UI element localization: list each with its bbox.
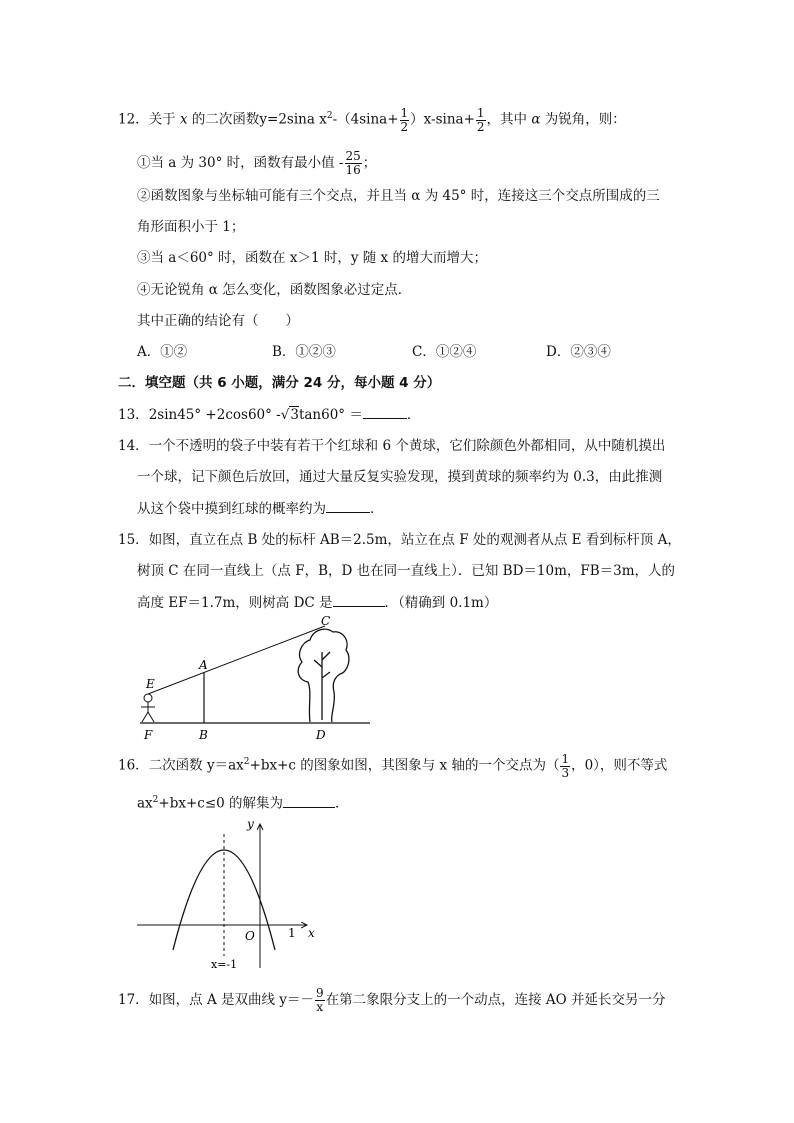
label-origin: O: [245, 929, 255, 943]
q12-statement-4: ④无论锐角 α 怎么变化，函数图象必过定点．: [137, 282, 412, 298]
q12-stem: 12．关于 x 的二次函数y=2sina $x^2-(4\sin a+$ $\frac{1}{2}$ ）x-sina+ $\frac{1}{2}$ ，其中 α 为锐角，则：: [118, 105, 626, 134]
label-axis-equation: x=-1: [211, 958, 238, 971]
q14-line2: 一个球，记下颜色后放回，通过大量反复实验发现，摸到黄球的频率约为 0.3，由此推测: [137, 469, 663, 485]
q16-line1: 16．二次函数 $y=ax^2+bx+c$ 的图象如图，其图象与 x 轴的一个交点为（ $\frac{1}{3}$ ，0），则不等式: [118, 751, 668, 780]
q15-line2: 树顶 C 在同一直线上（点 F，B，D 也在同一直线上）．已知 BD＝10m，FB＝3m，人的: [137, 563, 676, 579]
q12-option-c[interactable]: C．①②④: [412, 344, 477, 360]
q14-answer-blank[interactable]: [326, 498, 370, 513]
q16-answer-blank[interactable]: [283, 793, 335, 808]
q13-answer-blank[interactable]: [363, 404, 407, 419]
q13: 13．2sin45° +2cos60° -√3tan60° ＝ ．: [118, 404, 420, 425]
q17-frac: $\frac{9}{x}$: [315, 986, 324, 1014]
person-figure: [141, 694, 155, 722]
label-c: C: [321, 614, 331, 628]
q12-s1-frac: $\frac{25}{16}$: [345, 149, 361, 177]
q12-frac-1: $\frac{1}{2}$: [400, 105, 409, 134]
label-d: D: [316, 728, 326, 742]
q12-statement-3: ③当 a＜60° 时，函数在 x＞1 时，y 随 x 的增大而增大；: [137, 250, 487, 266]
q12-statement-2a: ②函数图象与坐标轴可能有三个交点，并且当 α 为 45° 时，连接这三个交点所围成的三: [137, 188, 660, 204]
q15-answer-blank[interactable]: [333, 592, 385, 607]
tree-figure: [298, 629, 349, 722]
q12-option-d[interactable]: D．②③④: [546, 344, 611, 360]
label-a: A: [199, 658, 208, 672]
q12-statement-2b: 角形面积小于 1；: [137, 219, 245, 235]
q16-figure: [135, 816, 325, 972]
q16-line2: $ax^2+bx+c\le 0$ 的解集为 ．: [137, 790, 349, 814]
q12-frac-2: $\frac{1}{2}$: [476, 105, 485, 134]
label-x: x: [308, 926, 315, 940]
q14-line1: 14．一个不透明的袋子中装有若干个红球和 6 个黄球，它们除颜色外都相同，从中随机摸出: [118, 438, 666, 454]
q15-figure: [130, 612, 380, 744]
sqrt-symbol: √3: [280, 407, 299, 423]
q17: 17．如图，点 A 是双曲线 y＝－ $\frac{9}{x}$ 在第二象限分支上的一个动点，连接 AO 并延长交另一分: [118, 986, 666, 1014]
q12-ask: 其中正确的结论有（ ）: [137, 313, 299, 329]
label-f: F: [144, 728, 153, 742]
q12-option-b[interactable]: B．①②③: [272, 344, 336, 360]
q15-line1: 15．如图，直立在点 B 处的标杆 AB＝2.5m，站立在点 F 处的观测者从点 E 看到标杆顶 A，: [118, 532, 681, 548]
sight-line: [148, 626, 325, 694]
section-title: 二．填空题（共 6 小题，满分 24 分，每小题 4 分）: [118, 375, 441, 391]
q12-number: 12．: [118, 111, 149, 128]
q15-line3: 高度 EF＝1.7m，则树高 DC 是 ．（精确到 0.1m）: [137, 592, 497, 613]
label-e: E: [146, 677, 155, 691]
q14-line3: 从这个袋中摸到红球的概率约为 ．: [137, 498, 384, 519]
label-b: B: [199, 728, 208, 742]
q16-frac: $\frac{1}{3}$: [561, 751, 570, 780]
label-one: 1: [288, 926, 296, 940]
q12-statement-1: ①当 a 为 30° 时，函数有最小值 - $\frac{25}{16}$ ；: [137, 149, 377, 177]
q12-option-a[interactable]: A．①②: [137, 344, 188, 360]
label-y: y: [247, 817, 254, 831]
